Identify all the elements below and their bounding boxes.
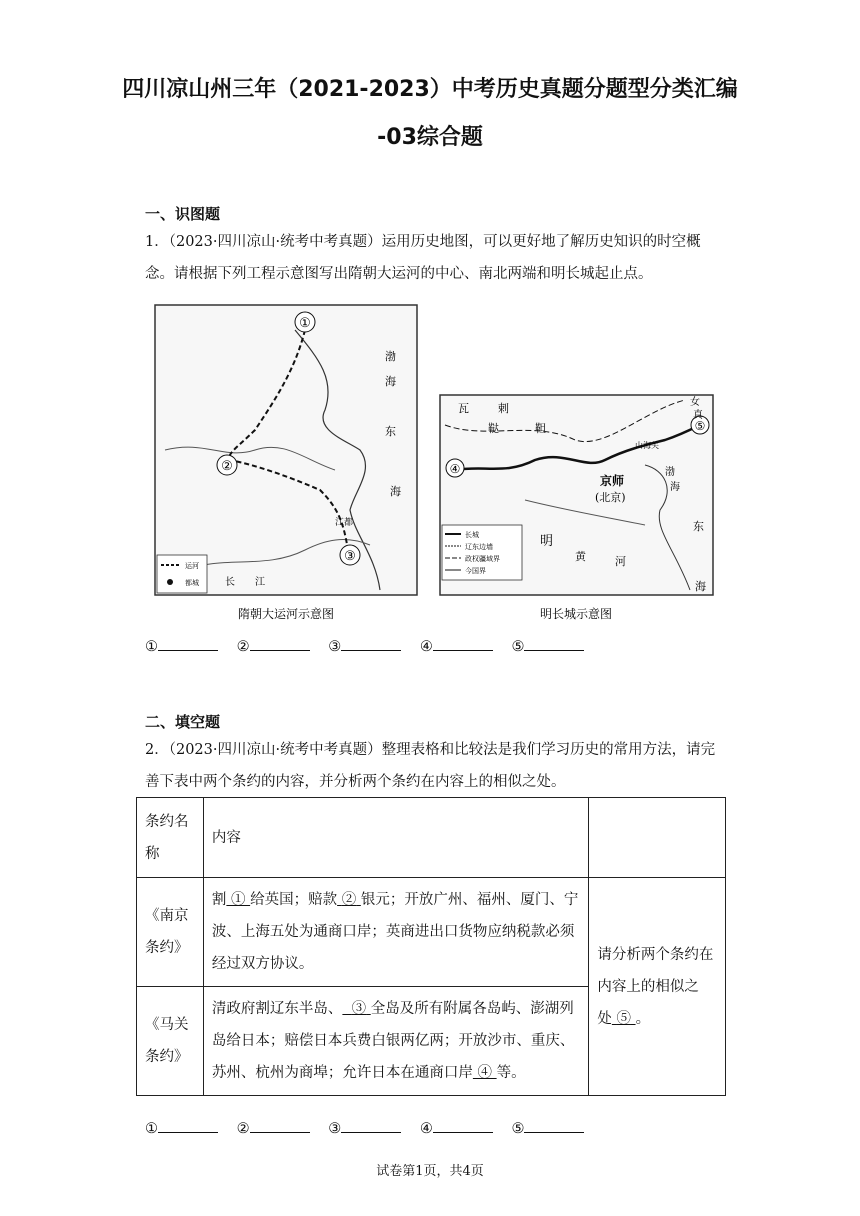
svg-text:今国界: 今国界 [465,567,486,575]
treaty-content-nanjing: 割 ① 给英国；赔款 ② 银元；开放广州、福州、厦门、宁波、上海五处为通商口岸；英商进出口货物应纳税款必须经过双方协议。 [203,878,588,987]
svg-text:运河: 运河 [185,562,199,570]
svg-text:靼: 靼 [535,422,546,435]
answer-blank[interactable]: ② [237,1118,310,1137]
answer-blank[interactable]: ⑤ [511,636,584,655]
section-heading-1: 一、识图题 [145,205,221,223]
map-marker-1: ① [299,316,311,331]
document-title-line2: -03综合题 [377,125,483,150]
svg-text:政权疆域界: 政权疆域界 [465,555,500,563]
blank-1[interactable]: ① [231,892,246,908]
header-treaty-name: 条约名称 [137,798,204,878]
sui-canal-map [155,305,417,621]
svg-text:(北京): (北京) [595,491,626,504]
svg-text:京师: 京师 [600,474,625,488]
svg-text:长: 长 [225,577,235,588]
answer-blanks-2 [145,1118,598,1137]
svg-text:瓦: 瓦 [458,402,469,415]
question-1-text: 1．（2023·四川凉山·统考中考真题）运用历史地图，可以更好地了解历史知识的时空概念。请根据下列工程示意图写出隋朝大运河的中心、南北两端和明长城起止点。 [145,234,701,282]
answer-blank[interactable]: ③ [328,1118,401,1137]
treaty-name-nanjing: 《南京条约》 [137,878,204,987]
answer-blank[interactable]: ④ [420,636,493,655]
svg-text:海: 海 [695,580,706,593]
analysis-cell: 请分析两个条约在内容上的相似之处 ⑤ 。 [589,878,726,1096]
svg-text:海: 海 [390,485,401,498]
map-marker-5: ⑤ [694,419,706,433]
svg-text:都城: 都城 [185,579,199,587]
answer-blank[interactable]: ③ [328,636,401,655]
svg-text:山海关: 山海关 [635,441,659,450]
answer-blank[interactable]: ① [145,1118,218,1137]
answer-blanks-1 [145,636,598,655]
blank-2[interactable]: ② [341,892,357,908]
svg-text:女: 女 [690,397,700,408]
svg-text:渤: 渤 [665,467,675,478]
svg-text:河: 河 [615,555,626,568]
svg-text:辽东边墙: 辽东边墙 [465,543,493,551]
svg-text:海: 海 [385,375,396,388]
answer-blank[interactable]: ⑤ [511,1118,584,1137]
answer-blank[interactable]: ① [145,636,218,655]
blank-4[interactable]: ④ [477,1065,492,1081]
header-blank [589,798,726,878]
answer-blank[interactable]: ④ [420,1118,493,1137]
svg-text:真: 真 [693,410,703,421]
svg-text:剌: 剌 [498,402,509,415]
ming-wall-map [440,395,713,621]
svg-text:江: 江 [255,577,265,588]
section-heading-2: 二、填空题 [145,713,221,731]
map-marker-3: ③ [344,549,356,564]
map-caption-ming: 明长城示意图 [539,607,613,621]
svg-text:黄: 黄 [575,550,586,563]
header-content: 内容 [203,798,588,878]
svg-text:长城: 长城 [465,531,479,539]
svg-text:东: 东 [385,425,396,438]
blank-3[interactable]: ③ [351,1001,367,1017]
blank-5[interactable]: ⑤ [616,1010,631,1027]
svg-text:江都: 江都 [335,518,354,528]
svg-text:渤: 渤 [385,350,396,363]
map-marker-2: ② [221,459,233,474]
treaty-content-shimonoseki: 清政府割辽东半岛、 ③ 全岛及所有附属各岛屿、澎湖列岛给日本；赔偿日本兵费白银两亿两；开放沙市、重庆、苏州、杭州为商埠；允许日本在通商口岸 ④ 等。 [203,987,588,1096]
map-caption-sui: 隋朝大运河示意图 [237,607,335,621]
treaty-name-shimonoseki: 《马关条约》 [137,987,204,1096]
answer-blank[interactable]: ② [237,636,310,655]
svg-text:明: 明 [540,534,554,549]
svg-text:东: 东 [693,520,704,533]
svg-text:鞑: 鞑 [488,422,499,435]
history-maps [145,300,725,630]
question-2-text: 2．（2023·四川凉山·统考中考真题）整理表格和比较法是我们学习历史的常用方法，请完善下表中两个条约的内容，并分析两个条约在内容上的相似之处。 [145,742,716,790]
page-footer: 试卷第1页，共4页 [376,1164,484,1179]
svg-text:海: 海 [670,482,680,493]
map-marker-4: ④ [449,462,461,476]
treaty-table [136,797,726,1096]
document-title-line1: 四川凉山州三年（2021-2023）中考历史真题分题型分类汇编 [122,77,738,102]
